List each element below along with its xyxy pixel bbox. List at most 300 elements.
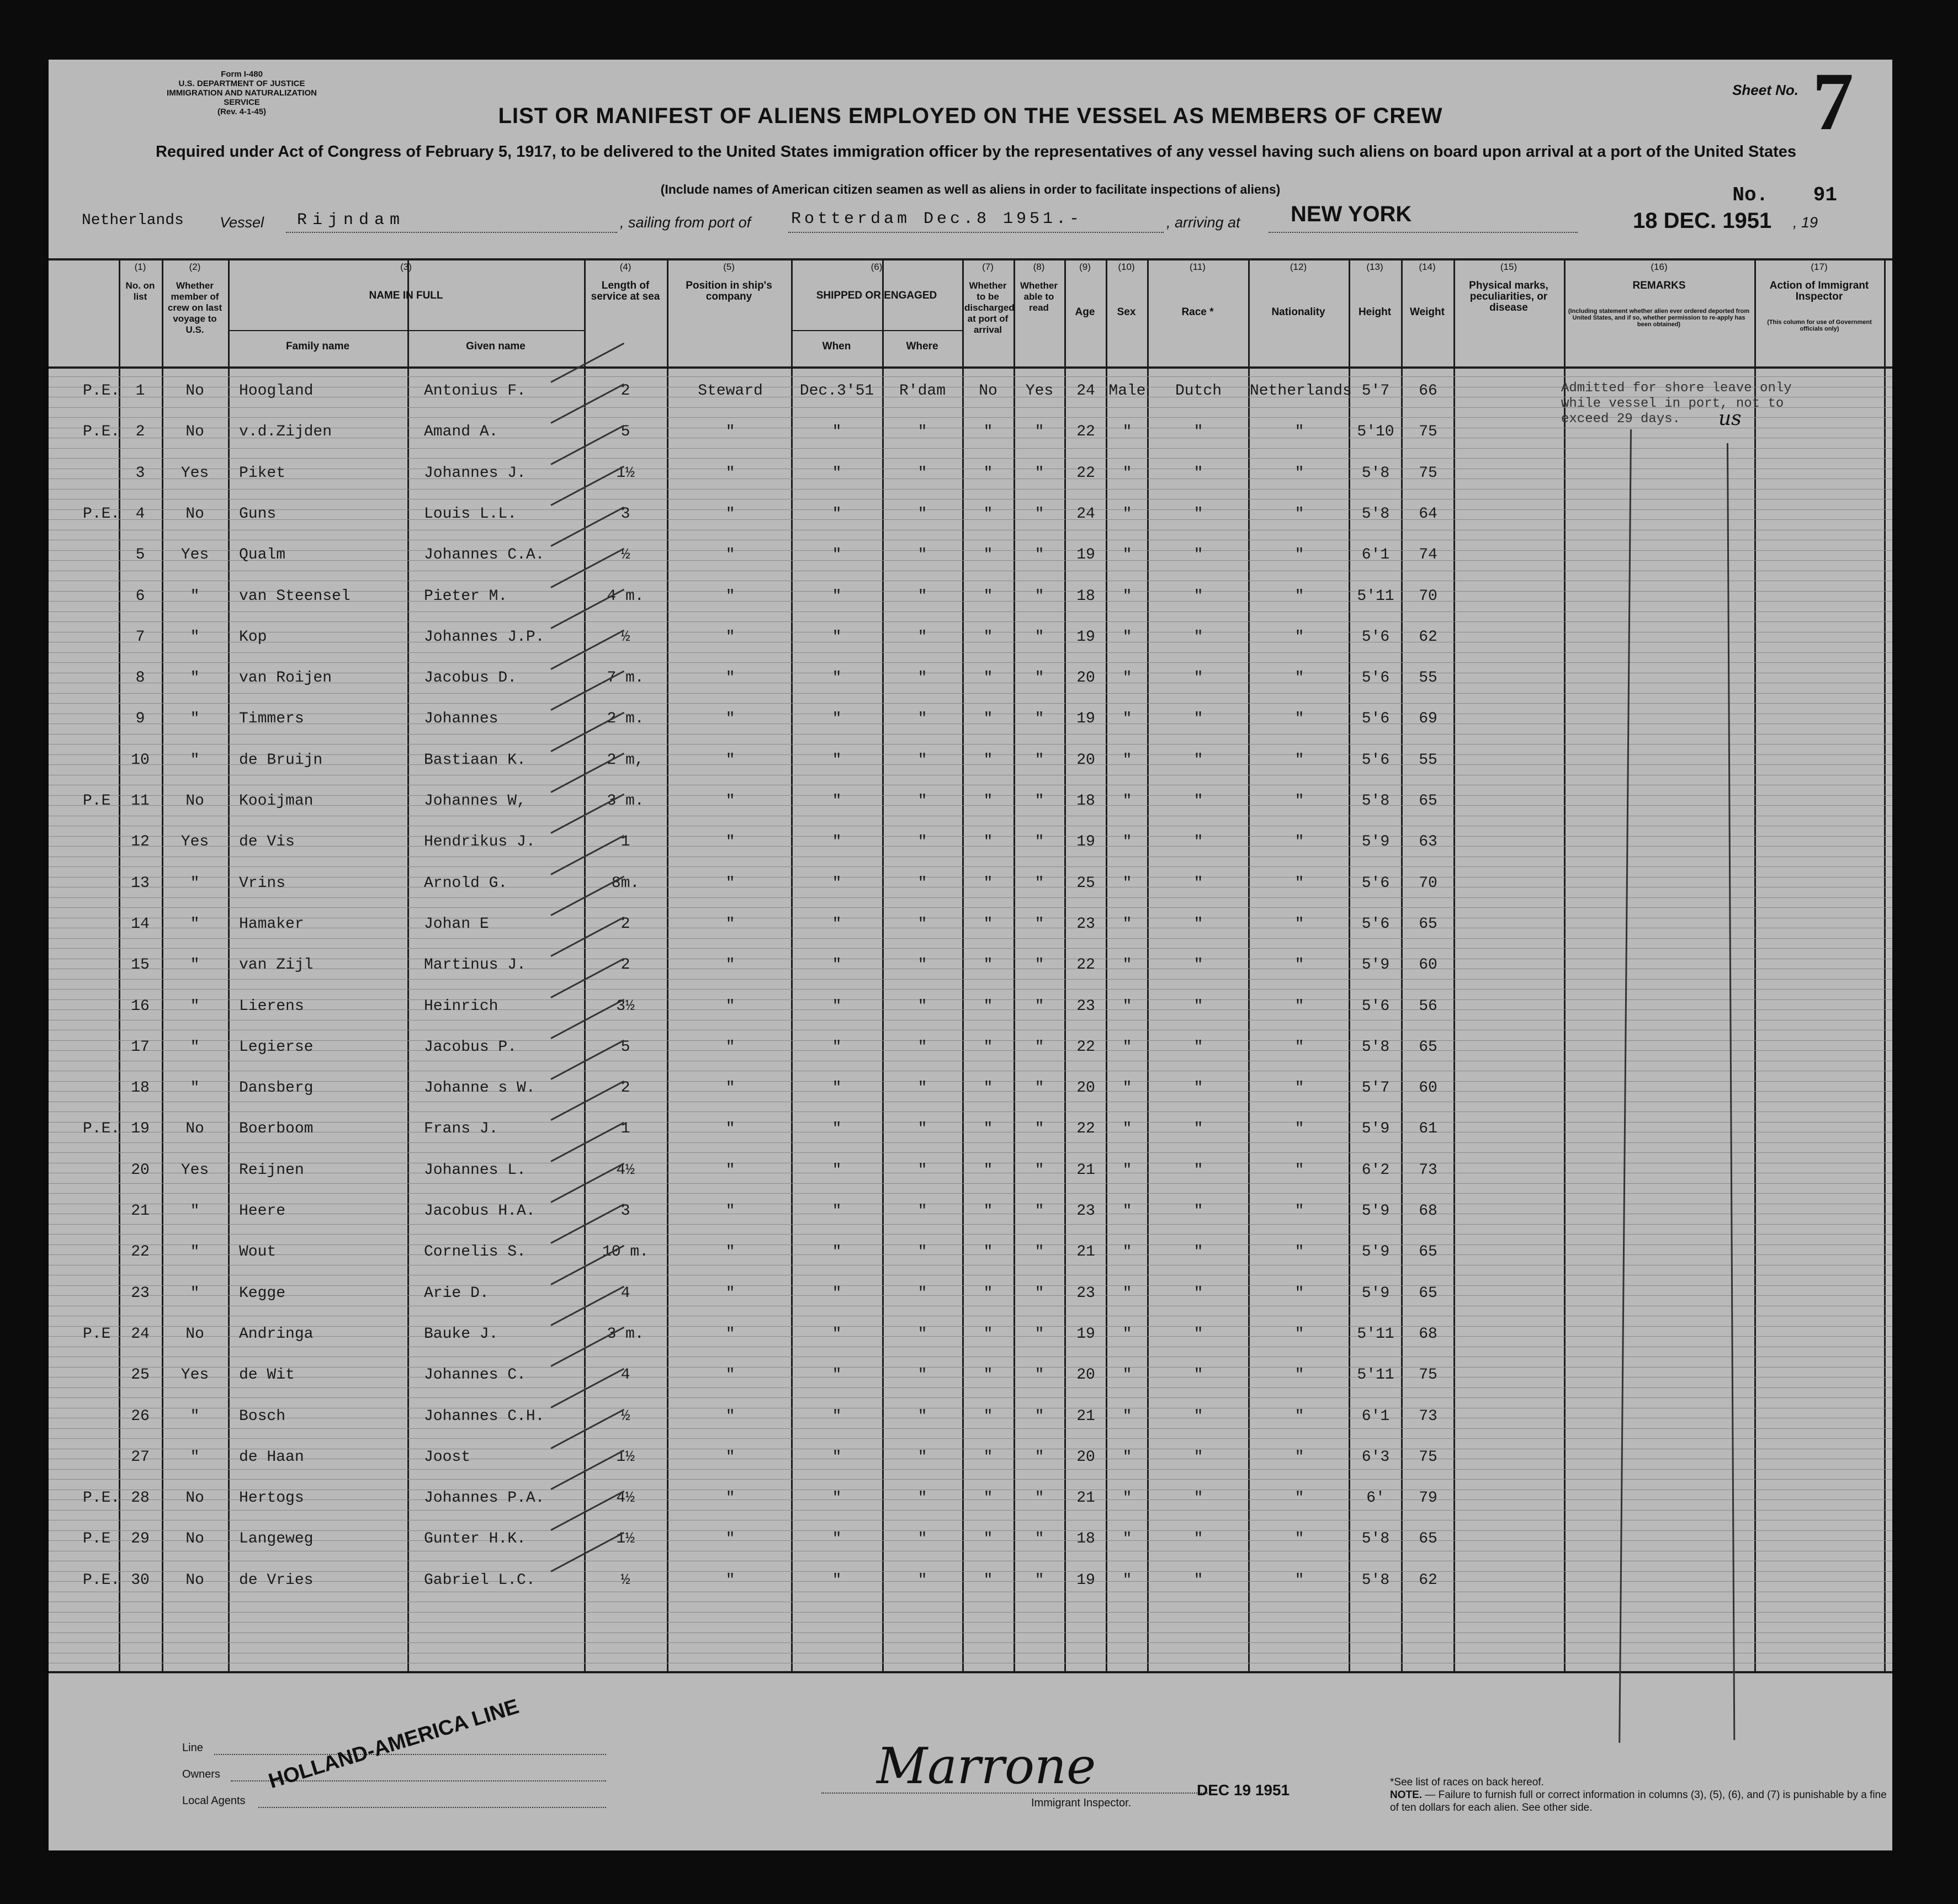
position: " — [725, 833, 735, 850]
column-header: Length of service at sea — [591, 280, 660, 302]
crew-row — [49, 1572, 1892, 1594]
column-number: (9) — [1079, 262, 1091, 272]
crew-row — [49, 1408, 1892, 1430]
column-number: (7) — [982, 262, 994, 272]
race: " — [1193, 465, 1203, 482]
subcolumn-where: Where — [906, 341, 938, 352]
race: " — [1193, 1449, 1203, 1466]
discharged: " — [983, 1243, 993, 1261]
position: " — [725, 1449, 735, 1466]
race: " — [1193, 1408, 1203, 1425]
shipped-where: " — [917, 1039, 927, 1056]
nationality: " — [1294, 1449, 1304, 1466]
height: 6' — [1366, 1490, 1385, 1507]
last-voyage: No — [185, 1490, 204, 1507]
shipped-where: " — [917, 998, 927, 1015]
shipped-where: " — [917, 1572, 927, 1589]
service-length: 5 — [620, 423, 630, 440]
able-to-read: " — [1034, 1120, 1044, 1137]
able-to-read: " — [1034, 669, 1044, 687]
weight: 60 — [1419, 1079, 1437, 1097]
family-name: de Wit — [239, 1366, 295, 1384]
pe-mark: P.E. — [83, 1490, 120, 1507]
weight: 60 — [1419, 956, 1437, 974]
sex: " — [1122, 1243, 1132, 1261]
weight: 75 — [1419, 465, 1437, 482]
family-name: Hamaker — [239, 916, 304, 933]
age: 23 — [1076, 1203, 1095, 1220]
row-number: 9 — [135, 710, 145, 727]
given-name: Johannes P.A. — [424, 1490, 545, 1507]
weight: 79 — [1419, 1490, 1437, 1507]
row-number: 29 — [131, 1530, 150, 1547]
service-length: 2 m. — [607, 710, 644, 727]
arrival-port: NEW YORK — [1291, 202, 1412, 226]
row-number: 16 — [131, 998, 150, 1015]
age: 19 — [1076, 629, 1095, 646]
given-name: Johannes J.P. — [424, 629, 545, 646]
discharged: " — [983, 1079, 993, 1097]
weight: 61 — [1419, 1120, 1437, 1137]
weight: 75 — [1419, 1366, 1437, 1384]
column-number: (5) — [723, 262, 735, 272]
local-agents-label: Local Agents — [182, 1795, 246, 1807]
last-voyage: Yes — [181, 833, 209, 850]
shipped-when: " — [832, 752, 842, 769]
service-length: 3½ — [616, 998, 635, 1015]
position: " — [725, 546, 735, 563]
shipped-where: " — [917, 1162, 927, 1179]
service-length: 2 — [620, 1079, 630, 1097]
vessel-label: Vessel — [220, 214, 264, 231]
position: " — [725, 1530, 735, 1547]
position: " — [725, 506, 735, 523]
sex: " — [1122, 752, 1132, 769]
able-to-read: " — [1034, 423, 1044, 440]
service-length: ½ — [620, 1572, 630, 1589]
weight: 62 — [1419, 1572, 1437, 1589]
pe-mark: P.E. — [83, 1120, 120, 1137]
family-name: Dansberg — [239, 1079, 314, 1097]
column-header: No. on list — [125, 280, 155, 302]
height: 5'7 — [1361, 1079, 1390, 1097]
crew-row — [49, 1079, 1892, 1102]
family-name: Andringa — [239, 1326, 314, 1343]
row-number: 7 — [135, 629, 145, 646]
shipped-when: " — [832, 506, 842, 523]
shipped-when: " — [832, 1449, 842, 1466]
sex: " — [1122, 1326, 1132, 1343]
crew-row — [49, 1530, 1892, 1552]
height: 5'6 — [1361, 710, 1390, 727]
legal-subtitle-2: (Include names of American citizen seamen as well as aliens in order to facilitate inspections of aliens) — [660, 182, 1281, 196]
row-number: 20 — [131, 1162, 150, 1179]
inspection-date: DEC 19 1951 — [1197, 1781, 1290, 1799]
shipped-when: " — [832, 998, 842, 1015]
height: 5'6 — [1361, 998, 1390, 1015]
shipped-when: " — [832, 546, 842, 563]
shipped-where: " — [917, 710, 927, 727]
able-to-read: " — [1034, 956, 1044, 974]
nationality: " — [1294, 1039, 1304, 1056]
last-voyage: " — [190, 956, 200, 974]
sex: " — [1122, 956, 1132, 974]
weight: 64 — [1419, 506, 1437, 523]
discharged: " — [983, 710, 993, 727]
row-number: 11 — [131, 793, 150, 810]
discharged: " — [983, 956, 993, 974]
service-length: 3 m. — [607, 1326, 644, 1343]
discharged: " — [983, 588, 993, 605]
service-length: 2 — [620, 916, 630, 933]
given-name: Heinrich — [424, 998, 498, 1015]
discharged: " — [983, 1285, 993, 1302]
column-header: Action of Immigrant Inspector — [1769, 280, 1869, 302]
sex: " — [1122, 546, 1132, 563]
weight: 75 — [1419, 423, 1437, 440]
weight: 56 — [1419, 998, 1437, 1015]
column-header: SHIPPED OR ENGAGED — [816, 290, 937, 301]
crew-row — [49, 875, 1892, 897]
race: " — [1193, 1120, 1203, 1137]
sheet-number: 7 — [1812, 56, 1854, 147]
row-number: 6 — [135, 588, 145, 605]
row-number: 22 — [131, 1243, 150, 1261]
age: 19 — [1076, 833, 1095, 850]
shipped-when: " — [832, 1079, 842, 1097]
discharged: " — [983, 1120, 993, 1137]
discharged: " — [983, 669, 993, 687]
race: " — [1193, 833, 1203, 850]
service-length: 3 — [620, 1203, 630, 1220]
sex: " — [1122, 1449, 1132, 1466]
owners-label: Owners — [182, 1768, 220, 1780]
year-suffix: , 19 — [1793, 214, 1818, 231]
discharged: " — [983, 998, 993, 1015]
service-length: 2 m, — [607, 752, 644, 769]
age: 20 — [1076, 752, 1095, 769]
column-header: Race * — [1181, 306, 1214, 318]
service-length: ½ — [620, 629, 630, 646]
weight: 73 — [1419, 1408, 1437, 1425]
service-length: 10 m. — [602, 1243, 649, 1261]
family-name: Guns — [239, 506, 277, 523]
service-length: 7 m. — [607, 669, 644, 687]
weight: 55 — [1419, 752, 1437, 769]
last-voyage: No — [185, 423, 204, 440]
nationality: " — [1294, 1285, 1304, 1302]
crew-row — [49, 710, 1892, 732]
able-to-read: " — [1034, 1243, 1044, 1261]
family-name: Legierse — [239, 1039, 314, 1056]
sex: " — [1122, 1162, 1132, 1179]
row-number: 13 — [131, 875, 150, 892]
shipped-where: " — [917, 1243, 927, 1261]
service-length: 1½ — [616, 1530, 635, 1547]
shipped-when: " — [832, 1572, 842, 1589]
pe-mark: P.E — [83, 1530, 111, 1547]
column-number: (3) — [400, 262, 412, 272]
age: 24 — [1076, 506, 1095, 523]
sex: " — [1122, 1366, 1132, 1384]
age: 23 — [1076, 916, 1095, 933]
sex: " — [1122, 1530, 1132, 1547]
position: " — [725, 1162, 735, 1179]
able-to-read: " — [1034, 710, 1044, 727]
race: " — [1193, 423, 1203, 440]
remarks-note: (Including statement whether alien ever ordered deported from United States, and if so, whether permission to re-apply has been obtained) — [1568, 308, 1750, 328]
given-name: Gunter H.K. — [424, 1530, 526, 1547]
nationality: " — [1294, 506, 1304, 523]
nationality: " — [1294, 546, 1304, 563]
position: " — [725, 1285, 735, 1302]
race: " — [1193, 1530, 1203, 1547]
crew-row — [49, 588, 1892, 610]
footer-note — [1390, 1776, 1887, 1814]
discharged: " — [983, 465, 993, 482]
column-number: (11) — [1190, 262, 1206, 272]
discharged: " — [983, 1490, 993, 1507]
height: 5'6 — [1361, 629, 1390, 646]
row-number: 18 — [131, 1079, 150, 1097]
height: 5'8 — [1361, 506, 1390, 523]
row-number: 5 — [135, 546, 145, 563]
race: " — [1193, 629, 1203, 646]
sex: " — [1122, 1079, 1132, 1097]
last-voyage: No — [185, 1120, 204, 1137]
position: " — [725, 669, 735, 687]
remarks-text: Admitted for shore leave only while vessel in port, not to exceed 29 days. — [1561, 381, 1792, 427]
last-voyage: No — [185, 506, 204, 523]
service-length: 4 m. — [607, 588, 644, 605]
position: " — [725, 1490, 735, 1507]
position: " — [725, 752, 735, 769]
position: " — [725, 1039, 735, 1056]
age: 22 — [1076, 956, 1095, 974]
able-to-read: " — [1034, 752, 1044, 769]
nationality: " — [1294, 1203, 1304, 1220]
shipped-where: " — [917, 1366, 927, 1384]
service-length: 1½ — [616, 465, 635, 482]
nationality: " — [1294, 875, 1304, 892]
discharged: " — [983, 916, 993, 933]
height: 5'8 — [1361, 465, 1390, 482]
last-voyage: No — [185, 382, 204, 400]
line-label: Line — [182, 1742, 203, 1754]
shipped-when: " — [832, 875, 842, 892]
race: " — [1193, 669, 1203, 687]
family-name: Kooijman — [239, 793, 314, 810]
service-length: 1 — [620, 1120, 630, 1137]
row-number: 26 — [131, 1408, 150, 1425]
sex: " — [1122, 506, 1132, 523]
arrival-date-stamp: 18 DEC. 1951 — [1633, 209, 1772, 233]
race: " — [1193, 710, 1203, 727]
vessel-flag: Netherlands — [82, 212, 184, 229]
discharged: " — [983, 1162, 993, 1179]
shipped-when: " — [832, 1408, 842, 1425]
position: " — [725, 465, 735, 482]
family-name: Reijnen — [239, 1162, 304, 1179]
discharged: " — [983, 793, 993, 810]
position: " — [725, 875, 735, 892]
note-text: — Failure to furnish full or correct information in columns (3), (5), (6), and (7) is punishable by a fine of ten dollars for each alien. See other side. — [1390, 1789, 1887, 1813]
crew-row — [49, 1285, 1892, 1307]
family-name: Lierens — [239, 998, 304, 1015]
weight: 68 — [1419, 1326, 1437, 1343]
age: 18 — [1076, 588, 1095, 605]
given-name: Louis L.L. — [424, 506, 517, 523]
family-name: Piket — [239, 465, 286, 482]
nationality: Netherlands — [1250, 382, 1352, 400]
position: " — [725, 1408, 735, 1425]
sex: " — [1122, 793, 1132, 810]
manifest-prefix: No. — [1732, 184, 1769, 206]
last-voyage: " — [190, 710, 200, 727]
discharged: " — [983, 833, 993, 850]
able-to-read: " — [1034, 998, 1044, 1015]
height: 5'11 — [1357, 1326, 1394, 1343]
service-length: 1½ — [616, 1449, 635, 1466]
subcolumn-when: When — [822, 341, 851, 352]
shipped-when: " — [832, 1243, 842, 1261]
discharged: " — [983, 1366, 993, 1384]
last-voyage: Yes — [181, 546, 209, 563]
given-name: Johannes W, — [424, 793, 526, 810]
given-name: Johanne s W. — [424, 1079, 535, 1097]
height: 5'9 — [1361, 1243, 1390, 1261]
crew-row — [49, 1203, 1892, 1225]
pe-mark: P.E. — [83, 423, 120, 440]
weight: 69 — [1419, 710, 1437, 727]
family-name: de Vries — [239, 1572, 314, 1589]
family-name: Hertogs — [239, 1490, 304, 1507]
last-voyage: " — [190, 752, 200, 769]
last-voyage: No — [185, 793, 204, 810]
shipped-when: " — [832, 465, 842, 482]
last-voyage: " — [190, 1285, 200, 1302]
service-length: 2 — [620, 382, 630, 400]
race: " — [1193, 1162, 1203, 1179]
race: " — [1193, 506, 1203, 523]
position: " — [725, 998, 735, 1015]
shipped-when: " — [832, 1120, 842, 1137]
row-number: 19 — [131, 1120, 150, 1137]
nationality: " — [1294, 1366, 1304, 1384]
age: 22 — [1076, 1120, 1095, 1137]
given-name: Jacobus D. — [424, 669, 517, 687]
sailing-label: , sailing from port of — [620, 214, 751, 231]
department: U.S. DEPARTMENT OF JUSTICE — [178, 79, 305, 88]
shipped-when: " — [832, 629, 842, 646]
sheet-label: Sheet No. — [1732, 82, 1798, 98]
position: " — [725, 1079, 735, 1097]
row-number: 10 — [131, 752, 150, 769]
weight: 62 — [1419, 629, 1437, 646]
nationality: " — [1294, 1162, 1304, 1179]
subcolumn-given-name: Given name — [466, 341, 526, 352]
inspector-signature: Marrone — [877, 1737, 1096, 1795]
able-to-read: " — [1034, 546, 1044, 563]
service-length: ½ — [620, 546, 630, 563]
shipped-where: " — [917, 506, 927, 523]
crew-row — [49, 1162, 1892, 1184]
subcolumn-family-name: Family name — [285, 341, 350, 352]
position: " — [725, 1572, 735, 1589]
shipped-when: " — [832, 1203, 842, 1220]
height: 6'2 — [1361, 1162, 1390, 1179]
position: Steward — [698, 382, 763, 400]
crew-row — [49, 629, 1892, 651]
nationality: " — [1294, 833, 1304, 850]
crew-row — [49, 465, 1892, 487]
service-length: 4 — [620, 1366, 630, 1384]
column-number: (15) — [1500, 262, 1517, 272]
age: 21 — [1076, 1243, 1095, 1261]
race: " — [1193, 546, 1203, 563]
age: 19 — [1076, 1326, 1095, 1343]
discharged: " — [983, 1530, 993, 1547]
inspector-label: Immigrant Inspector. — [1031, 1797, 1132, 1809]
column-number: (17) — [1811, 262, 1828, 272]
race-note: *See list of races on back hereof. — [1390, 1777, 1544, 1788]
nationality: " — [1294, 1408, 1304, 1425]
shipped-when: " — [832, 423, 842, 440]
able-to-read: " — [1034, 1079, 1044, 1097]
weight: 70 — [1419, 875, 1437, 892]
sex: " — [1122, 1203, 1132, 1220]
height: 5'8 — [1361, 1572, 1390, 1589]
last-voyage: " — [190, 1243, 200, 1261]
age: 24 — [1076, 382, 1095, 400]
race: " — [1193, 1039, 1203, 1056]
family-name: van Steensel — [239, 588, 351, 605]
nationality: " — [1294, 588, 1304, 605]
shipped-where: " — [917, 669, 927, 687]
given-name: Johannes C.A. — [424, 546, 545, 563]
family-name: de Vis — [239, 833, 295, 850]
age: 18 — [1076, 1530, 1095, 1547]
shipped-where: " — [917, 1326, 927, 1343]
weight: 73 — [1419, 1162, 1437, 1179]
given-name: Johannes — [424, 710, 498, 727]
weight: 65 — [1419, 1243, 1437, 1261]
position: " — [725, 588, 735, 605]
row-number: 15 — [131, 956, 150, 974]
able-to-read: " — [1034, 1162, 1044, 1179]
shipped-where: " — [917, 833, 927, 850]
last-voyage: " — [190, 1449, 200, 1466]
column-header: NAME IN FULL — [369, 290, 443, 301]
crew-row — [49, 1326, 1892, 1348]
weight: 55 — [1419, 669, 1437, 687]
sex: " — [1122, 1408, 1132, 1425]
last-voyage: No — [185, 1530, 204, 1547]
column-number: (14) — [1419, 262, 1436, 272]
sex: " — [1122, 423, 1132, 440]
family-name: Qualm — [239, 546, 286, 563]
nationality: " — [1294, 956, 1304, 974]
row-number: 12 — [131, 833, 150, 850]
column-header: Weight — [1410, 306, 1445, 318]
height: 5'11 — [1357, 1366, 1394, 1384]
nationality: " — [1294, 998, 1304, 1015]
age: 19 — [1076, 710, 1095, 727]
last-voyage: Yes — [181, 1162, 209, 1179]
crew-row — [49, 833, 1892, 855]
position: " — [725, 916, 735, 933]
last-voyage: " — [190, 998, 200, 1015]
